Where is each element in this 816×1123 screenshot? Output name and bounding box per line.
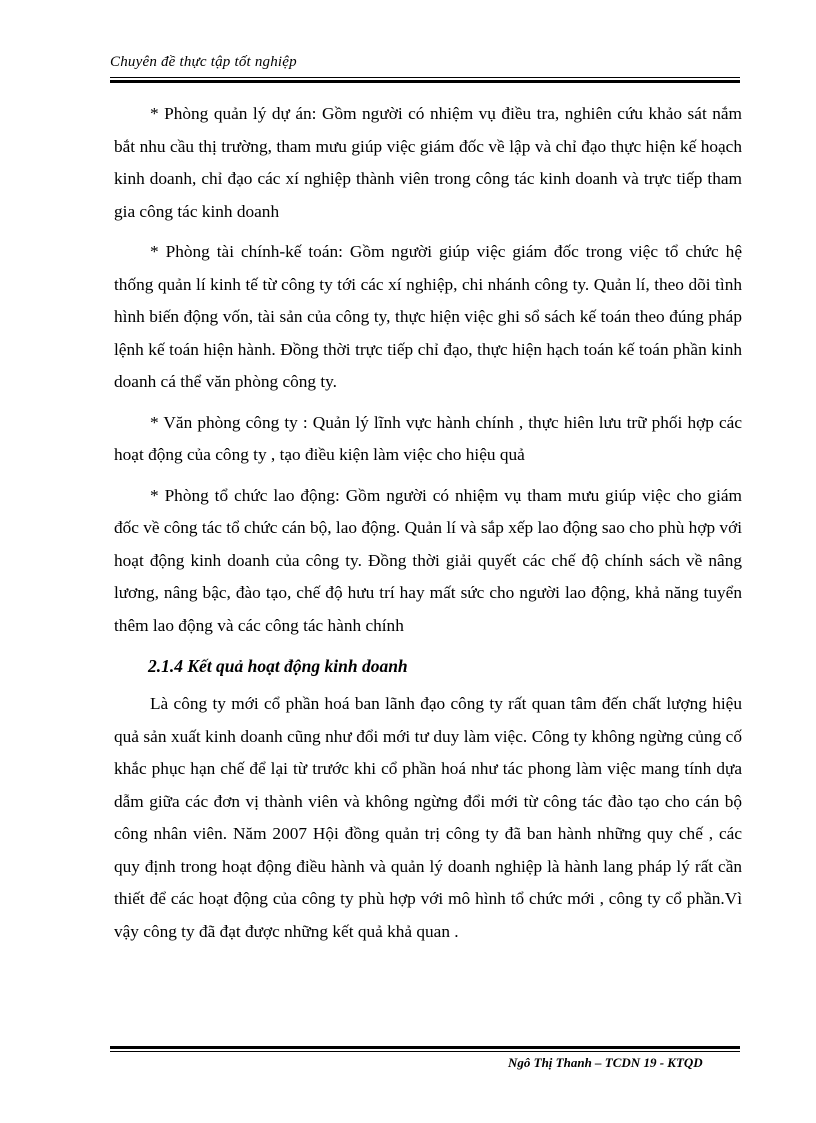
header-title: Chuyên đề thực tập tốt nghiệp	[110, 54, 297, 70]
paragraph-labor-organization: * Phòng tổ chức lao động: Gồm người có nhiệm vụ tham mưu giúp việc cho giám đốc về công tác tổ chức cán bộ, lao động. Quản lí và sắp xếp lao động sao cho phù hợp với hoạt động kinh doanh của công ty. Đồng thời giải quyết các chế độ chính sách về nâng lương, nâng bậc, đào tạo, chế độ hưu trí hay mất sức cho người lao động, khả năng tuyển thêm lao động và các công tác hành chính	[114, 485, 743, 635]
footer-rule-thick	[110, 1046, 740, 1049]
paragraph-business-results: Là công ty mới cổ phần hoá ban lãnh đạo công ty rất quan tâm đến chất lượng hiệu quả sản xuất kinh doanh cũng như đổi mới tư duy làm việc. Công ty không ngừng củng cố khắc phục hạn chế để lại từ trước khi cổ phần hoá như tác phong làm việc mang tính dựa dẫm giữa các đơn vị thành viên và không ngừng đổi mới từ công tác đào tạo cho cán bộ công nhân viên. Năm 2007 Hội đồng quản trị công ty đã ban hành những quy chế , các quy định trong hoạt động điều hành và quản lý doanh nghiệp là hành lang pháp lý rất cần thiết để các hoạt động của công ty phù hợp với mô hình tổ chức mới , công ty cổ phần.Vì vậy công ty đã đạt được những kết quả khả quan .	[114, 694, 742, 941]
paragraph-company-office: * Văn phòng công ty : Quản lý lĩnh vực hành chính , thực hiên lưu trữ phối hợp các hoạt động của công ty , tạo điều kiện làm việc cho hiệu quả	[114, 412, 742, 464]
footer-author: Ngô Thị Thanh – TCDN 19 - KTQD	[508, 1055, 703, 1070]
paragraph-project-department: * Phòng quản lý dự án: Gồm người có nhiệm vụ điều tra, nghiên cứu khảo sát nắm bắt nhu cầu thị trường, tham mưu giúp việc giám đốc về lập và chỉ đạo thực hiện kế hoạch kinh doanh, chỉ đạo các xí nghiệp thành viên trong công tác kinh doanh và trực tiếp tham gia công tác kinh doanh	[114, 104, 742, 221]
section-heading: 2.1.4 Kết quả hoạt động kinh doanh	[148, 656, 408, 676]
header-rule-thick	[110, 80, 740, 83]
page-body	[114, 98, 742, 956]
paragraph-finance-accounting: * Phòng tài chính-kế toán: Gồm người giúp việc giám đốc trong việc tổ chức hệ thống quản lí kinh tế từ công ty tới các xí nghiệp, chi nhánh công ty. Quản lí, theo dõi tình hình biến động vốn, tài sản của công ty, thực hiện việc ghi sổ sách kế toán theo đúng pháp lệnh kế toán hiện hành. Đồng thời trực tiếp chỉ đạo, thực hiện hạch toán kế toán phần kinh doanh cá thể văn phòng công ty.	[114, 242, 742, 391]
header-rule-thin	[110, 77, 740, 78]
footer-rule-thin	[110, 1051, 740, 1052]
